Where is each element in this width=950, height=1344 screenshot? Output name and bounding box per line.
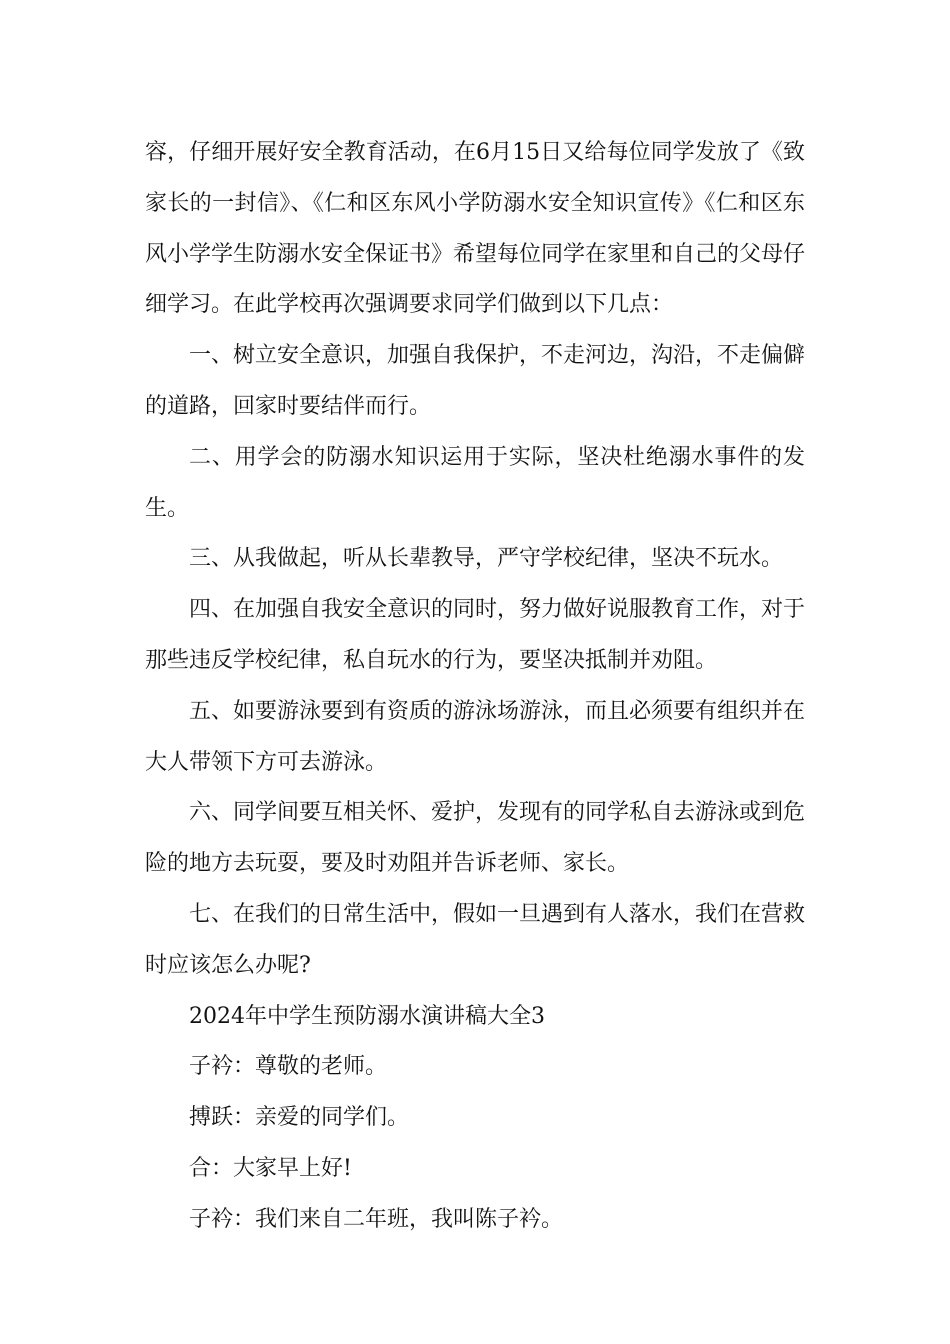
section-heading: 2024年中学生预防溺水演讲稿大全3	[189, 1003, 545, 1029]
paragraph-point-5: 五、如要游泳要到有资质的游泳场游泳，而且必须要有组织并在大人带领下方可去游泳。	[145, 698, 806, 775]
paragraph-point-4: 四、在加强自我安全意识的同时，努力做好说服教育工作，对于那些违反学校纪律，私自玩水的行为，要坚决抵制并劝阻。	[145, 597, 806, 673]
paragraph-point-2: 二、用学会的防溺水知识运用于实际，坚决杜绝溺水事件的发生。	[145, 444, 805, 521]
paragraph-point-1: 一、树立安全意识，加强自我保护，不走河边，沟沿，不走偏僻的道路，回家时要结伴而行。	[145, 343, 806, 419]
document-body	[145, 128, 805, 1246]
dialogue-line: 搏跃：亲爱的同学们。	[189, 1105, 410, 1131]
paragraph-intro: 容，仔细开展好安全教育活动，在6月15日又给每位同学发放了《致家长的一封信》、《仁和区东风小学防溺水安全知识宣传》《仁和区东风小学学生防溺水安全保证书》希望每位同学在家里和自己的父母仔细学习。在此学校再次强调要求同学们做到以下几点：	[145, 140, 806, 318]
paragraph-point-7: 七、在我们的日常生活中，假如一旦遇到有人落水，我们在营救时应该怎么办呢?	[145, 901, 806, 978]
dialogue-line: 子衿：我们来自二年班，我叫陈子衿。	[189, 1206, 564, 1232]
dialogue-line: 子衿：尊敬的老师。	[189, 1054, 388, 1080]
paragraph-point-6: 六、同学间要互相关怀、爱护，发现有的同学私自去游泳或到危险的地方去玩耍，要及时劝阻并告诉老师、家长。	[145, 800, 806, 877]
paragraph-point-3: 三、从我做起，听从长辈教导，严守学校纪律，坚决不玩水。	[189, 546, 784, 572]
dialogue-line: 合：大家早上好!	[189, 1155, 352, 1181]
